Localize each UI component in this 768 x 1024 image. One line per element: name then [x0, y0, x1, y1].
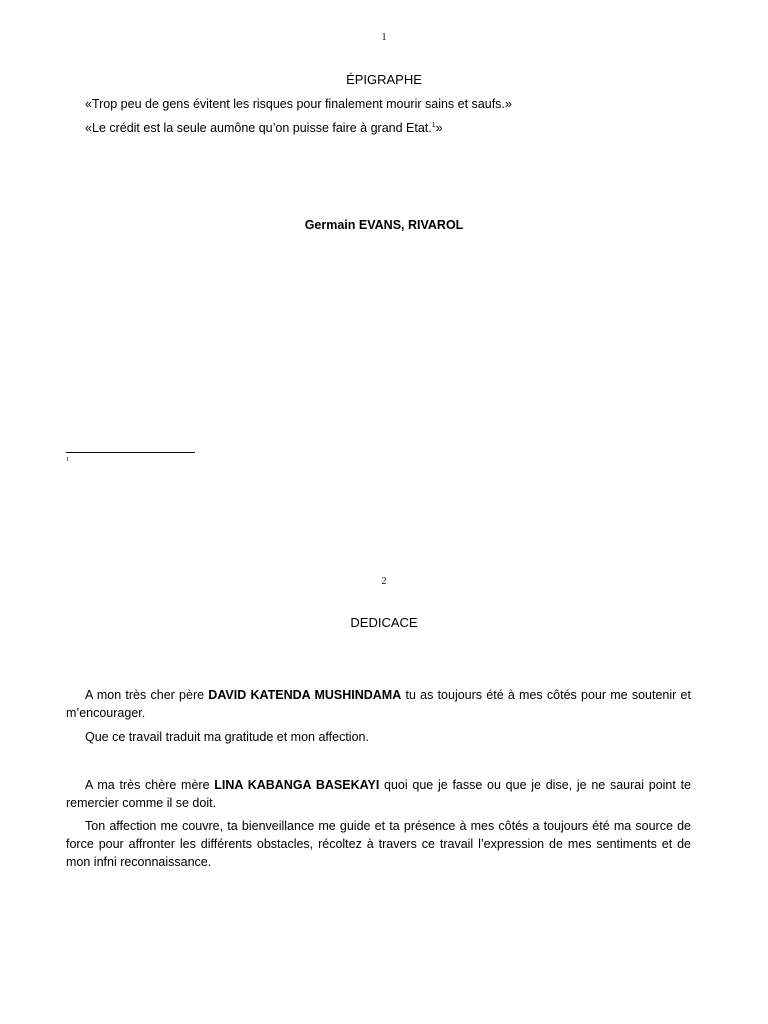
epigraph-quote-1: «Trop peu de gens évitent les risques pour finalement mourir sains et saufs.»	[85, 97, 512, 111]
page-number-2: 2	[381, 576, 387, 587]
dedication-paragraph-mother	[66, 776, 691, 812]
footnote-marker: 1	[66, 457, 69, 463]
dedication-paragraph-affection: Ton affection me couvre, ta bienveillance me guide et ta présence à mes côtés a toujours été ma source de force pour affronter les différents obstacles, récoltez à travers ce travail l’expression de mes sentiments et de mon infni reconnaissance.	[66, 819, 691, 869]
mother-name: LINA KABANGA BASEKAYI	[214, 778, 380, 792]
dedication-paragraph-father	[66, 686, 691, 722]
epigraph-quote-2	[85, 121, 443, 135]
father-name: DAVID KATENDA MUSHINDAMA	[208, 688, 402, 702]
para1-text-after: tu as toujours été à mes côtés pour me soutenir et m’encourager.	[66, 688, 691, 720]
para3-text-after: quoi que je fasse ou que je dise, je ne saurai point te remercier comme il se doit.	[66, 778, 692, 810]
footnote-separator	[66, 452, 195, 453]
page-number-1: 1	[381, 32, 387, 43]
para3-text-before: A ma très chère mère	[85, 778, 215, 792]
para1-text-before: A mon très cher père	[85, 688, 209, 702]
quote-2-text: «Le crédit est la seule aumône qu’on puisse faire à grand Etat.	[85, 121, 432, 135]
quote-2-close: »	[435, 121, 443, 135]
epigraph-author: Germain EVANS, RIVAROL	[304, 218, 464, 232]
dedication-heading: DEDICACE	[350, 615, 418, 630]
footnote-reference[interactable]: 1	[431, 121, 436, 129]
epigraph-heading: ÉPIGRAPHE	[346, 72, 422, 87]
dedication-paragraph-gratitude: Que ce travail traduit ma gratitude et mon affection.	[85, 730, 369, 744]
